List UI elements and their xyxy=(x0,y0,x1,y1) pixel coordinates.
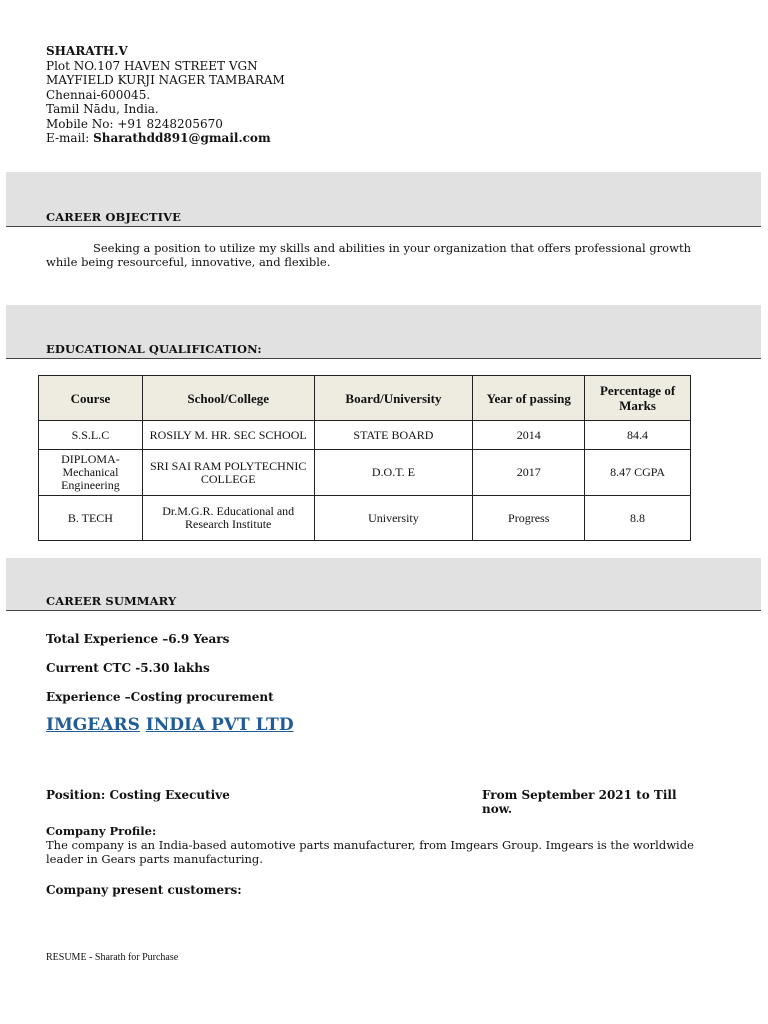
address-line-3: Chennai-600045. xyxy=(46,87,151,102)
table-cell: 8.8 xyxy=(585,496,691,541)
table-cell: DIPLOMA-Mechanical Engineering xyxy=(39,450,143,496)
table-cell: 2017 xyxy=(473,450,585,496)
column-header: School/College xyxy=(142,376,314,421)
email-line xyxy=(46,131,285,146)
email-label: E-mail: xyxy=(46,131,94,145)
total-experience: Total Experience –6.9 Years xyxy=(46,632,230,646)
contact-block xyxy=(46,44,285,146)
column-header: Year of passing xyxy=(473,376,585,421)
company-profile-text: The company is an India-based automotive parts manufacturer, from Imgears Group. Imgears is the worldwide leader in Gears parts manufacturing. xyxy=(46,838,694,866)
company-name-link-2[interactable]: INDIA PVT LTD xyxy=(145,715,294,735)
column-header: Percentage of Marks xyxy=(585,376,691,421)
experience-area: Experience –Costing procurement xyxy=(46,690,274,704)
table-cell: 84.4 xyxy=(585,421,691,450)
table-cell: B. TECH xyxy=(39,496,143,541)
company-customers-label: Company present customers: xyxy=(46,883,242,897)
address-line-4: Tamil Nādu, India. xyxy=(46,102,159,116)
position-line xyxy=(46,788,706,816)
career-summary-heading: CAREER SUMMARY xyxy=(46,594,177,608)
table-cell: D.O.T. E xyxy=(314,450,473,496)
current-ctc: Current CTC -5.30 lakhs xyxy=(46,661,210,675)
table-row xyxy=(39,496,691,541)
position-period: From September 2021 to Till now. xyxy=(482,788,677,816)
column-header: Course xyxy=(39,376,143,421)
table-row xyxy=(39,450,691,496)
career-objective-heading: CAREER OBJECTIVE xyxy=(46,210,182,224)
table-cell: SRI SAI RAM POLYTECHNIC COLLEGE xyxy=(142,450,314,496)
position-title: Position: Costing Executive xyxy=(46,788,230,802)
candidate-name: SHARATH.V xyxy=(46,44,128,58)
column-header: Board/University xyxy=(314,376,473,421)
table-cell: Progress xyxy=(473,496,585,541)
career-objective-text: Seeking a position to utilize my skills and abilities in your organization that offers professional growth while being resourceful, innovative, and flexible. xyxy=(46,241,691,269)
company-profile xyxy=(46,824,726,866)
page-footer: RESUME - Sharath for Purchase xyxy=(46,952,179,963)
table-cell: STATE BOARD xyxy=(314,421,473,450)
career-summary-band xyxy=(6,558,761,611)
table-cell: 8.47 CGPA xyxy=(585,450,691,496)
company-profile-label: Company Profile: xyxy=(46,824,157,838)
table-cell: ROSILY M. HR. SEC SCHOOL xyxy=(142,421,314,450)
table-header-row xyxy=(39,376,691,421)
mobile-number: Mobile No: +91 8248205670 xyxy=(46,116,223,131)
education-heading: EDUCATIONAL QUALIFICATION: xyxy=(46,342,262,356)
table-cell: 2014 xyxy=(473,421,585,450)
company-name-link-1[interactable]: IMGEARS xyxy=(46,715,140,735)
address-line-1: Plot NO.107 HAVEN STREET VGN xyxy=(46,58,258,73)
table-cell: Dr.M.G.R. Educational and Research Institute xyxy=(142,496,314,541)
email-address: Sharathdd891@gmail.com xyxy=(93,131,271,145)
table-cell: University xyxy=(314,496,473,541)
education-table xyxy=(38,375,691,541)
career-objective-band xyxy=(6,172,761,227)
table-row xyxy=(39,421,691,450)
address-line-2: MAYFIELD KURJI NAGER TAMBARAM xyxy=(46,73,285,87)
company-name xyxy=(46,715,294,735)
table-cell: S.S.L.C xyxy=(39,421,143,450)
education-band xyxy=(6,305,761,359)
